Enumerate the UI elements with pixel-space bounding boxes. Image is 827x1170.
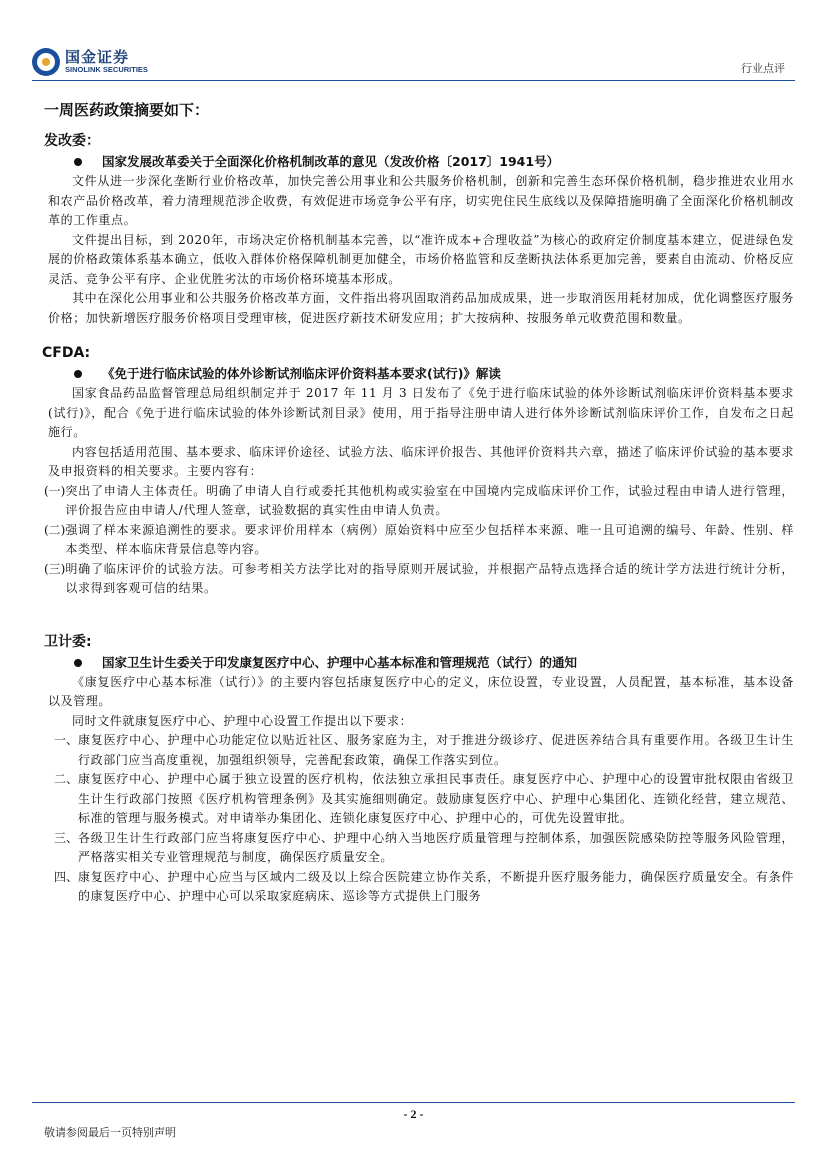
- bullet-dot-icon: [74, 659, 82, 667]
- list-item-text: 康复医疗中心、护理中心应当与区域内二级及以上综合医院建立协作关系，不断提升医疗服务能力，确保医疗质量安全。有条件的康复医疗中心、护理中心可以采取家庭病床、巡诊等方式提供上门服务: [78, 869, 794, 903]
- list-item-text: 强调了样本来源追溯性的要求。要求评价用样本（病例）原始资料中应至少包括样本来源、唯一且可追溯的编号、年龄、性别、样本类型、样本临床背景信息等内容。: [65, 522, 794, 556]
- page-header: [0, 0, 827, 82]
- bullet-text: 国家发展改革委关于全面深化价格机制改革的意见（发改价格〔2017〕1941号）: [102, 154, 560, 169]
- list-item-marker: (二): [44, 522, 66, 537]
- report-type-label: 行业点评: [741, 62, 785, 75]
- list-item: [54, 829, 794, 868]
- list-item-marker: 三、: [54, 830, 79, 845]
- list-item-text: 康复医疗中心、护理中心属于独立设置的医疗机构，依法独立承担民事责任。康复医疗中心、护理中心的设置审批权限由省级卫生计生行政部门按照《医疗机构管理条例》及其实施细则确定。鼓励康复医疗中心、护理中心集团化、连锁化经营，建立规范、标准的管理与服务模式。对申请举办集团化、连锁化康复医疗中心、护理中心的，可优先设置审批。: [78, 772, 794, 825]
- list-item: [54, 770, 794, 829]
- list-item-marker: 一、: [54, 733, 79, 747]
- list-item: [54, 868, 794, 907]
- list-item: [54, 731, 794, 770]
- list-item-marker: 二、: [54, 772, 79, 786]
- paragraph: 《康复医疗中心基本标准（试行）》的主要内容包括康复医疗中心的定义，床位设置，专业设置，人员配置，基本标准，基本设备以及管理。: [48, 674, 794, 708]
- document-body: [44, 98, 794, 907]
- disclaimer-note: 敬请参阅最后一页特别声明: [44, 1126, 176, 1139]
- logo-chinese-name: 国金证券: [65, 48, 130, 66]
- logo-mark-icon: [32, 48, 60, 76]
- bullet-dot-icon: [74, 370, 82, 378]
- paragraph: 文件从进一步深化垄断行业价格改革，加快完善公用事业和公共服务价格机制，创新和完善生态环保价格机制，稳步推进农业用水和农产品价格改革，着力清理规范涉企收费，有效促进市场竞争公平有序，切实兜住民生底线以及保障措施明确了全面深化价格机制改革的工作重点。: [48, 174, 794, 227]
- bullet-heading-cfda: [44, 364, 794, 384]
- bullet-heading-ndrc: [44, 152, 794, 172]
- bullet-text: 国家卫生计生委关于印发康复医疗中心、护理中心基本标准和管理规范（试行）的通知: [102, 654, 578, 670]
- section-title-ndrc: 发改委：: [44, 133, 100, 149]
- bullet-text: 《免于进行临床试验的体外诊断试剂临床评价资料基本要求(试行)》解读: [102, 366, 501, 381]
- paragraph: 国家食品药品监督管理总局组织制定并于 2017 年 11 月 3 日发布了《免于进行临床试验的体外诊断试剂临床评价资料基本要求(试行)》，配合《免于进行临床试验的体外诊断试剂目录》使用，用于指导注册申请人进行体外诊断试剂临床评价工作，自发布之日起施行。: [48, 386, 794, 439]
- bullet-dot-icon: [74, 158, 82, 166]
- list-item-text: 突出了申请人主体责任。明确了申请人自行或委托其他机构或实验室在中国境内完成临床评价工作，试验过程由申请人进行管理，评价报告应由申请人/代理人签章，试验数据的真实性由申请人负责。: [65, 483, 794, 517]
- company-logo: [32, 46, 172, 78]
- paragraph: 其中在深化公用事业和公共服务价格改革方面，文件指出将巩固取消药品加成成果，进一步取消医用耗材加成，优化调整医疗服务价格；加快新增医疗服务价格项目受理审核，促进医疗新技术研发应用；扩大按病种、按服务单元收费范围和数量。: [48, 291, 794, 325]
- list-item-text: 明确了临床评价的试验方法。可参考相关方法学比对的指导原则开展试验，并根据产品特点选择合适的统计学方法进行统计分析，以求得到客观可信的结果。: [65, 561, 794, 595]
- paragraph: 同时文件就康复医疗中心、护理中心设置工作提出以下要求：: [72, 713, 413, 728]
- list-item-marker: (三): [44, 561, 66, 576]
- list-item-text: 各级卫生计生行政部门应当将康复医疗中心、护理中心纳入当地医疗质量管理与控制体系，加强医院感染防控等服务风险管理，严格落实相关专业管理规范与制度，确保医疗质量安全。: [78, 830, 794, 864]
- list-item: [44, 482, 794, 521]
- list-item: [44, 560, 794, 599]
- list-item-marker: 四、: [54, 869, 79, 884]
- header-divider: [32, 80, 795, 81]
- list-item-text: 康复医疗中心、护理中心功能定位以贴近社区、服务家庭为主，对于推进分级诊疗、促进医养结合具有重要作用。各级卫生计生行政部门应当高度重视，加强组织领导，完善配套政策，确保工作落实到位。: [78, 733, 794, 767]
- section-title-nhfpc: 卫计委:: [44, 633, 92, 650]
- bullet-heading-nhfpc: [44, 653, 794, 673]
- list-item-marker: (一): [44, 483, 66, 498]
- page-number: - 2 -: [403, 1107, 424, 1121]
- logo-english-name: SINOLINK SECURITIES: [65, 65, 148, 74]
- paragraph: 文件提出目标，到 2020年，市场决定价格机制基本完善，以“准许成本+合理收益”为核心的政府定价制度基本建立，促进绿色发展的价格政策体系基本确立，低收入群体价格保障机制更加健全，市场价格监管和反垄断执法体系更加完善，要素自由流动、价格反应灵活、竞争公平有序、企业优胜劣汰的市场价格环境基本形成。: [48, 232, 794, 286]
- paragraph: 内容包括适用范围、基本要求、临床评价途径、试验方法、临床评价报告、其他评价资料共六章，描述了临床评价试验的基本要求及申报资料的相关要求。主要内容有：: [48, 444, 794, 478]
- footer-divider: [32, 1102, 795, 1103]
- section-title-cfda: CFDA:: [42, 345, 91, 361]
- page-title: 一周医药政策摘要如下：: [44, 101, 210, 119]
- list-item: [44, 521, 794, 560]
